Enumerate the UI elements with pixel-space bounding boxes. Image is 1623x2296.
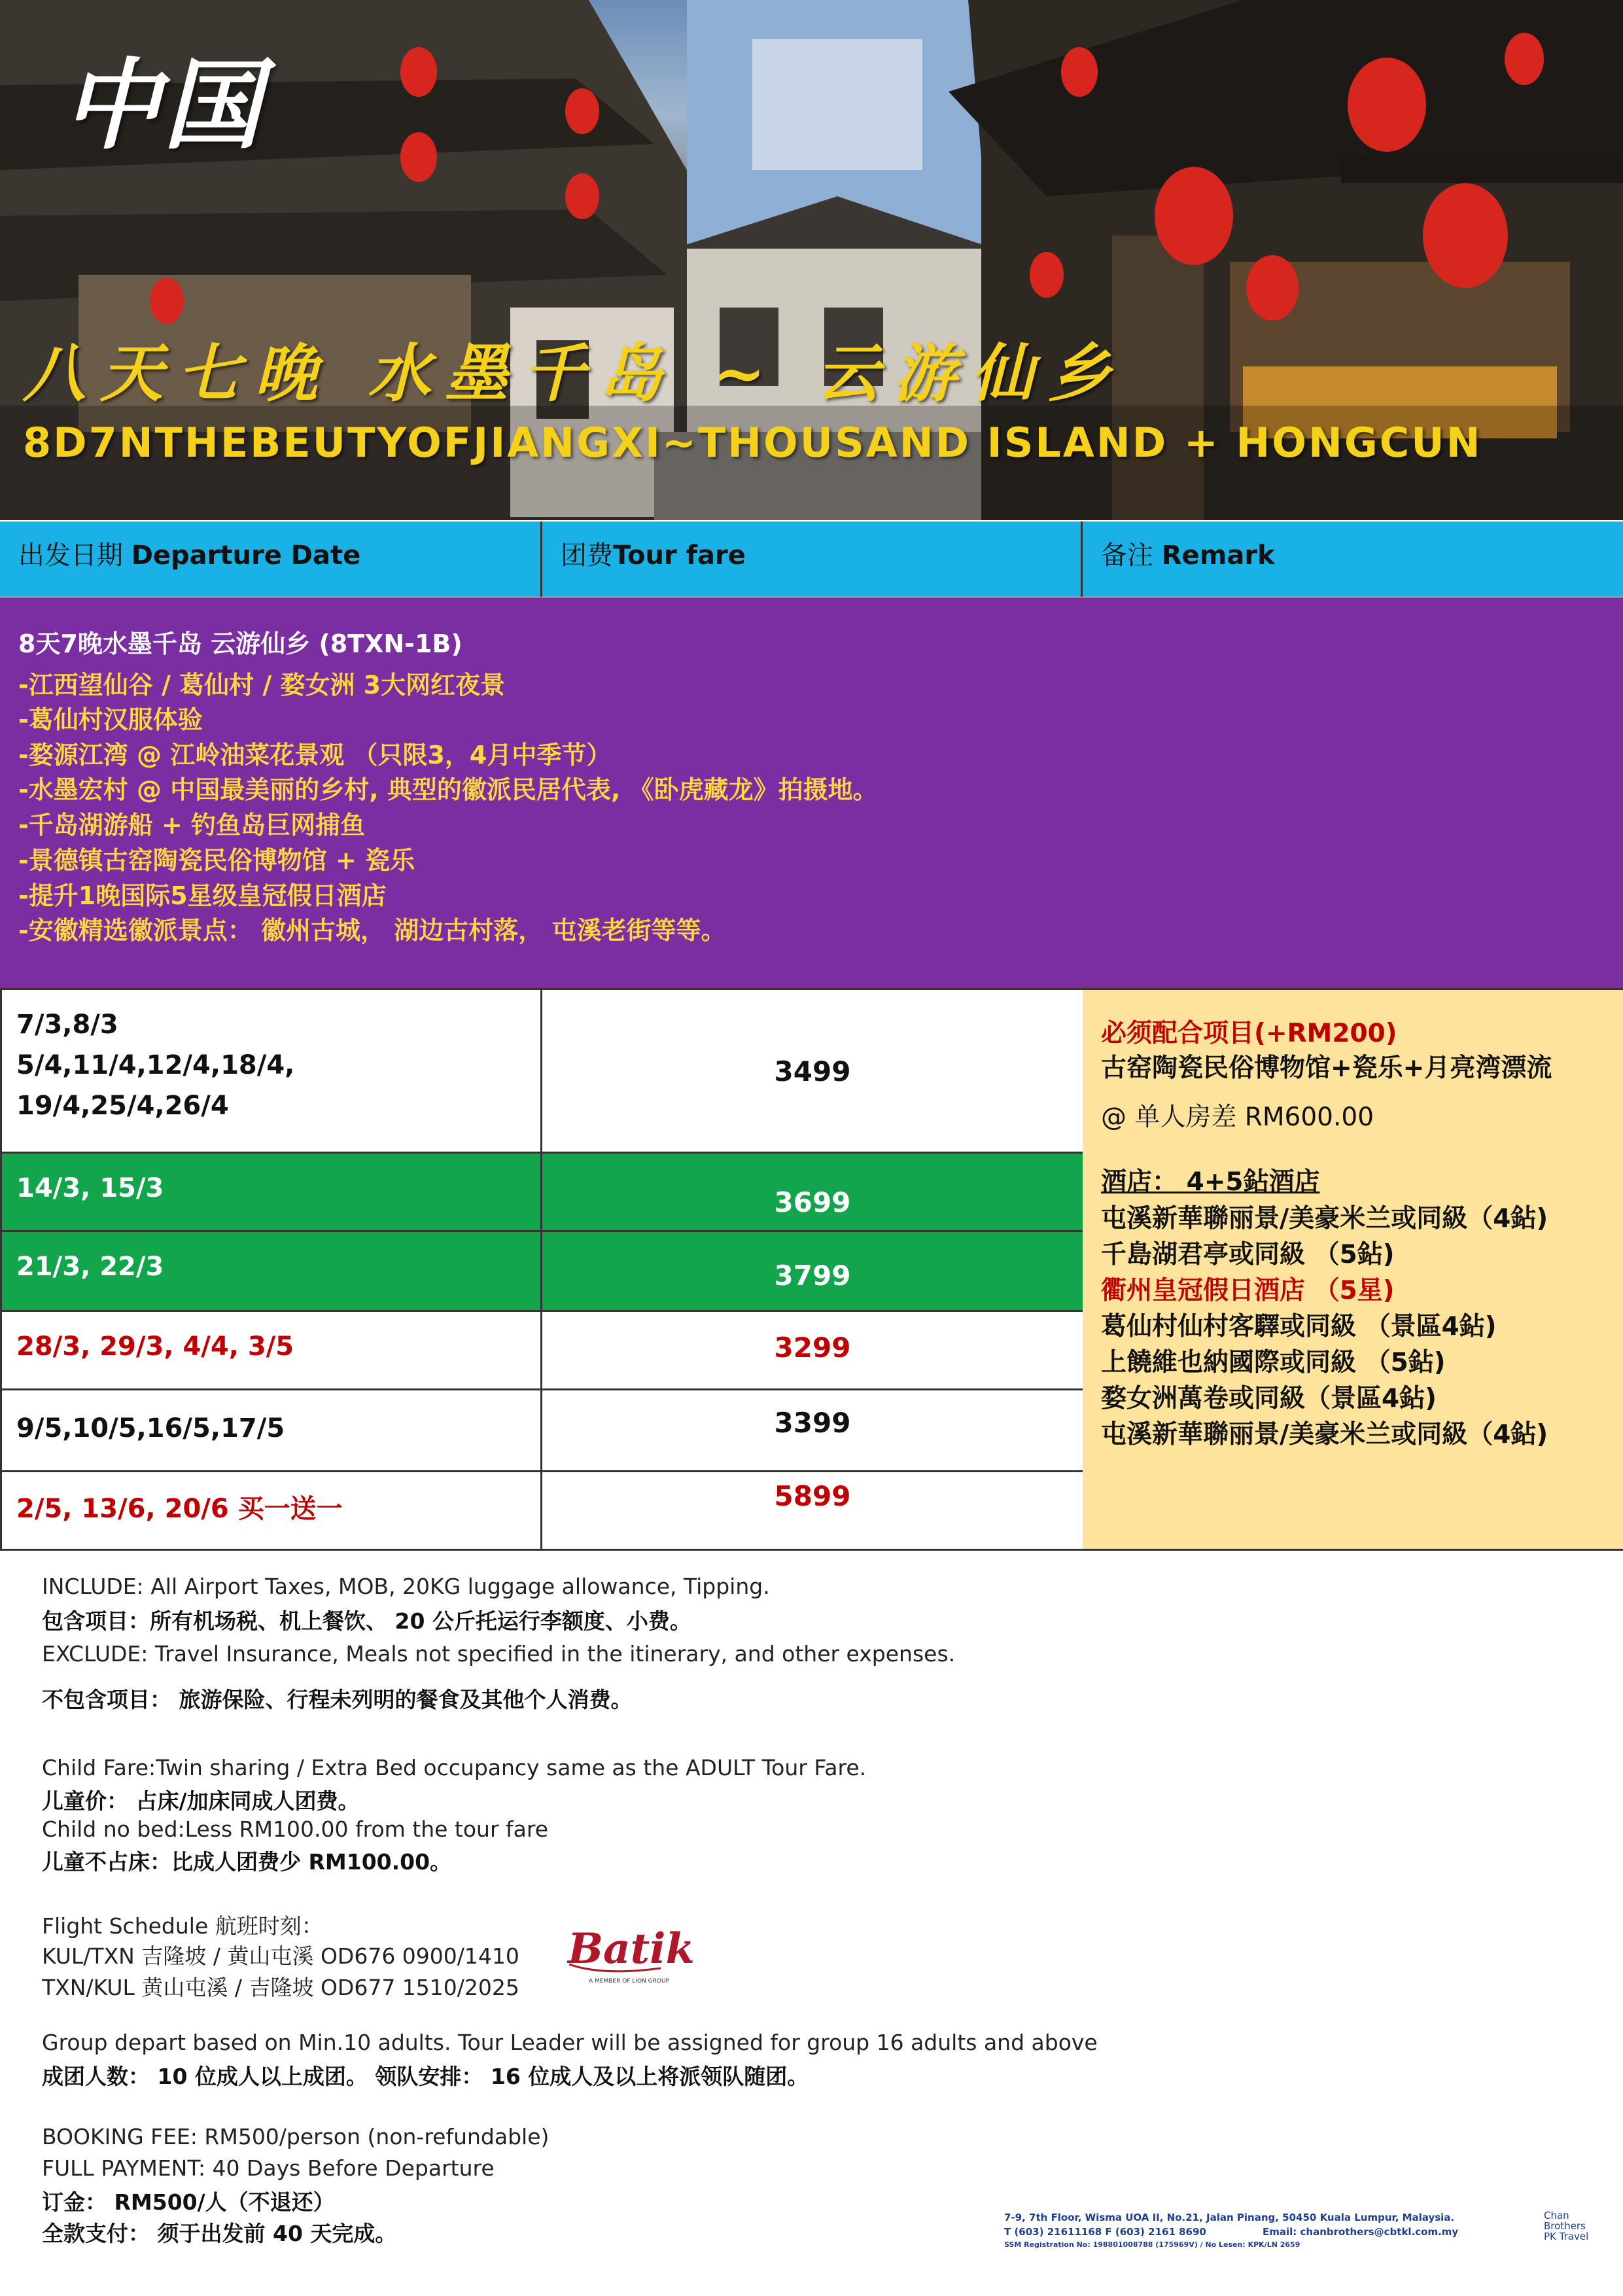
package-name: 8天7晚水墨千岛 云游仙乡 (8TXN-1B)	[18, 629, 462, 658]
child-fare-note: Child Fare:Twin sharing / Extra Bed occupancy same as the ADULT Tour Fare.	[42, 1755, 867, 1780]
child-fare-note-cn: 儿童价： 占床/加床同成人团费。	[42, 1788, 360, 1814]
table-row-dates: 28/3, 29/3, 4/4, 3/5	[0, 1310, 542, 1390]
hotel-item: 屯溪新華聯丽景/美豪米兰或同級（4鉆)	[1101, 1204, 1548, 1233]
highlight-item: -提升1晚国际5星级皇冠假日酒店	[18, 881, 387, 910]
batik-air-logo	[563, 1917, 693, 1989]
table-row-dates: 21/3, 22/3	[0, 1230, 542, 1312]
highlight-item: -水墨宏村 @ 中国最美丽的乡村, 典型的徽派民居代表, 《卧虎藏龙》拍摄地。	[18, 775, 878, 804]
highlight-item: -安徽精选徽派景点： 徽州古城， 湖边古村落， 屯溪老街等等。	[18, 916, 726, 945]
hotel-item: 衢州皇冠假日酒店 （5星)	[1101, 1276, 1395, 1305]
hotel-item: 葛仙村仙村客驛或同級 （景區4鉆)	[1101, 1312, 1497, 1341]
hero-banner	[0, 0, 1623, 520]
highlight-item: -江西望仙谷 / 葛仙村 / 婺女洲 3大网红夜景	[18, 671, 506, 699]
header-tour-fare-en: Tour fare	[613, 540, 746, 571]
flight-schedule-title: Flight Schedule 航班时刻：	[42, 1913, 323, 1939]
table-row-price: 5899	[540, 1470, 1085, 1551]
header-tour-fare: 团费Tour fare	[542, 521, 1083, 597]
exclude-note: EXCLUDE: Travel Insurance, Meals not specified in the itinerary, and other expenses.	[42, 1641, 956, 1667]
table-row-price: 3499	[540, 988, 1085, 1154]
header-departure-date-en: Departure Date	[131, 540, 361, 571]
include-note: INCLUDE: All Airport Taxes, MOB, 20KG luggage allowance, Tipping.	[42, 1574, 770, 1599]
hotel-title: 酒店： 4+5鉆酒店	[1101, 1167, 1320, 1197]
table-row-price: 3699	[540, 1152, 1085, 1232]
chan-brothers-logo: Chan Brothers PK Travel	[1544, 2210, 1589, 2242]
full-payment-note-cn: 全款支付： 须于出发前 40 天完成。	[42, 2221, 397, 2246]
country-title: 中国	[62, 48, 264, 163]
mandatory-title: 必须配合项目(+RM200)	[1101, 1019, 1397, 1048]
footer-phone: T (603) 21611168 F (603) 2161 8690	[1004, 2226, 1206, 2238]
header-remark: 备注 Remark	[1083, 521, 1623, 597]
tour-title-chinese: 八天七晚 水墨千岛 ~ 云游仙乡	[23, 336, 1125, 410]
highlight-item: -婺源江湾 @ 江岭油菜花景观 （只限3，4月中季节）	[18, 741, 612, 769]
highlight-item: -景德镇古窑陶瓷民俗博物馆 + 瓷乐	[18, 846, 415, 875]
hotel-item: 屯溪新華聯丽景/美豪米兰或同級（4鉆)	[1101, 1420, 1548, 1449]
group-note-cn: 成团人数： 10 位成人以上成团。 领队安排： 16 位成人及以上将派领队随团。	[42, 2064, 809, 2089]
exclude-note-cn: 不包含项目： 旅游保险、行程未列明的餐食及其他个人消费。	[42, 1687, 633, 1712]
hotel-item: 千島湖君亭或同級 （5鉆)	[1101, 1240, 1395, 1269]
table-row-dates: 2/5, 13/6, 20/6 买一送一	[0, 1470, 542, 1551]
group-note: Group depart based on Min.10 adults. Tour Leader will be assigned for group 16 adults and above	[42, 2030, 1098, 2055]
table-row-dates: 9/5,10/5,16/5,17/5	[0, 1388, 542, 1472]
single-room-supplement: @ 单人房差 RM600.00	[1101, 1103, 1374, 1132]
highlight-item: -千岛湖游船 + 钓鱼岛巨网捕鱼	[18, 811, 366, 839]
table-row-price: 3399	[540, 1388, 1085, 1472]
flight-outbound: KUL/TXN 吉隆坡 / 黄山屯溪 OD676 0900/1410	[42, 1943, 519, 1969]
footer-email: Email: chanbrothers@cbtkl.com.my	[1263, 2226, 1459, 2238]
footer-registration: SSM Registration No: 198801008788 (175969V) / No Lesen: KPK/LN 2659	[1004, 2240, 1300, 2249]
batik-logo-text: Batik	[568, 1924, 693, 1973]
remark-panel	[1083, 988, 1623, 1551]
package-highlights	[0, 597, 1623, 988]
header-remark-en: Remark	[1161, 540, 1275, 571]
deposit-note-cn: 订金： RM500/人（不退还）	[42, 2189, 335, 2215]
table-row-dates: 14/3, 15/3	[0, 1152, 542, 1232]
mandatory-items: 古窑陶瓷民俗博物馆+瓷乐+月亮湾漂流	[1101, 1053, 1552, 1083]
full-payment-note: FULL PAYMENT: 40 Days Before Departure	[42, 2155, 495, 2181]
tour-title-english: 8D7NTHEBEUTYOFJIANGXI~THOUSAND ISLAND + HONGCUN	[23, 419, 1482, 467]
hotel-item: 婺女洲萬卷或同級（景區4鉆)	[1101, 1384, 1437, 1413]
include-note-cn: 包含项目：所有机场税、机上餐饮、 20 公斤托运行李额度、小费。	[42, 1608, 691, 1634]
flight-return: TXN/KUL 黄山屯溪 / 吉隆坡 OD677 1510/2025	[42, 1975, 519, 2000]
highlight-item: -葛仙村汉服体验	[18, 705, 203, 734]
batik-logo-tagline: A MEMBER OF LION GROUP	[589, 1978, 670, 1985]
header-departure-date: 出发日期 Departure Date	[0, 521, 542, 597]
child-no-bed-note: Child no bed:Less RM100.00 from the tour fare	[42, 1816, 549, 1842]
table-row-dates: 7/3,8/3 5/4,11/4,12/4,18/4, 19/4,25/4,26/4	[0, 988, 542, 1154]
table-row-price: 3799	[540, 1230, 1085, 1312]
child-no-bed-note-cn: 儿童不占床：比成人团费少 RM100.00。	[42, 1849, 452, 1875]
hotel-item: 上饒維也納國際或同級 （5鉆)	[1101, 1348, 1446, 1377]
footer-address: 7-9, 7th Floor, Wisma UOA II, No.21, Jalan Pinang, 50450 Kuala Lumpur, Malaysia.	[1004, 2212, 1455, 2223]
booking-fee-note: BOOKING FEE: RM500/person (non-refundable)	[42, 2124, 550, 2149]
table-row-price: 3299	[540, 1310, 1085, 1390]
